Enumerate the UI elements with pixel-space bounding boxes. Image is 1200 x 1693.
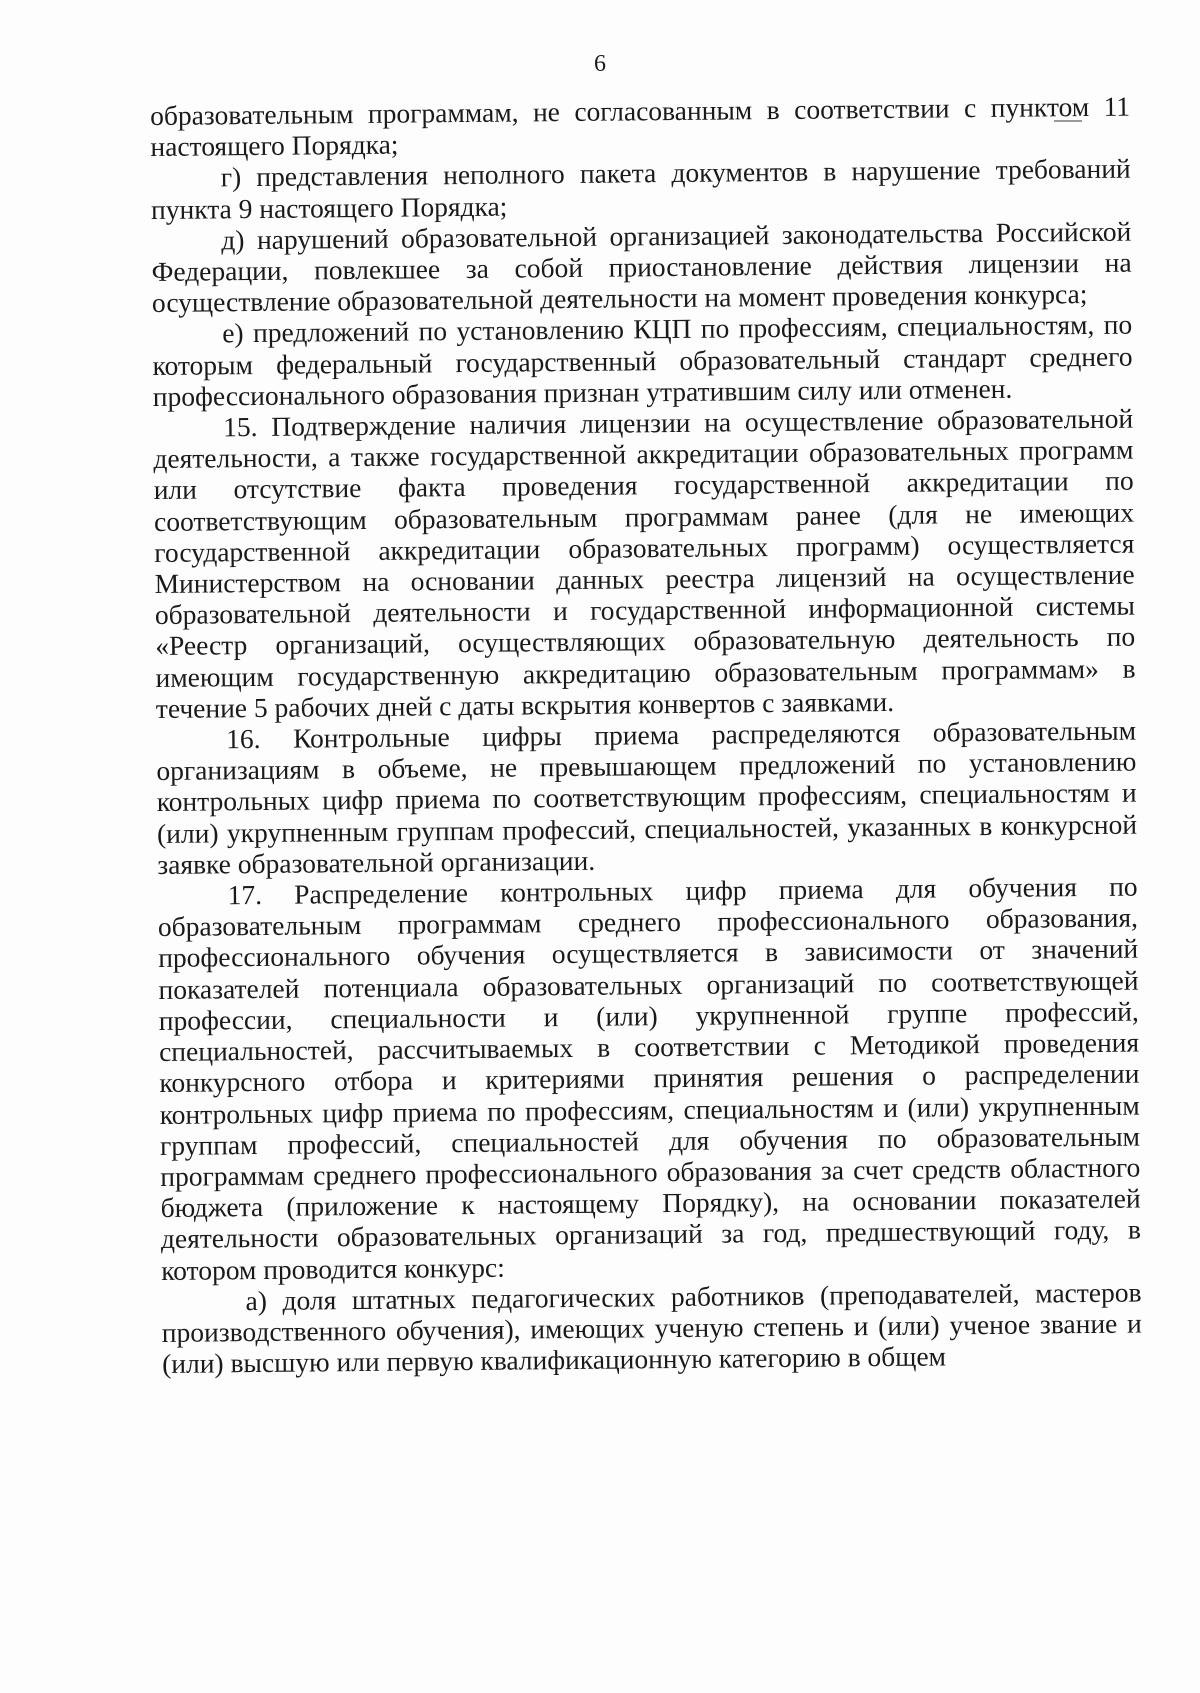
paragraph-continuation: образовательным программам, не согласованным в соответствии с пунктом 11 настоящего Порядка; [150, 90, 1131, 163]
paragraph-15: 15. Подтверждение наличия лицензии на осуществление образовательной деятельности, а также государственной аккредитации образовательных программ или отсутствие факта проведения государственной аккредитации по соответствующим образовательным программам ранее (для не имеющих государственной аккредитации образовательных программ) осуществляется Министерством на основании данных реестра лицензий на осуществление образовательной деятельности и государственной информационной системы «Реестр организаций, осуществляющих образовательную деятельность по имеющим государственную аккредитацию образовательным программам» в течение 5 рабочих дней с даты вскрытия конвертов с заявками. [153, 402, 1136, 724]
list-item-g: г) представления неполного пакета документов в нарушение требований пункта 9 настоящего Порядка; [150, 152, 1131, 225]
paragraph-17: 17. Распределение контрольных цифр приема для обучения по образовательным программам среднего профессионального образования, профессионального обучения осуществляется в зависимости от значений показателей потенциала образовательных организаций по соответствующей профессии, специальности и (или) укрупненной группе профессий, специальностей, рассчитываемых в соответствии с Методикой проведения конкурсного отбора и критериями принятия решения о распределении контрольных цифр приема по профессиям, специальностям и (или) укрупненным группам профессий, специальностей для обучения по образовательным программам среднего профессионального образования за счет средств областного бюджета (приложение к настоящему Порядку), на основании показателей деятельности образовательных организаций за год, предшествующий году, в котором проводится конкурс: [157, 870, 1142, 1286]
page-number: 6 [594, 51, 606, 77]
paragraph-16: 16. Контрольные цифры приема распределяются образовательным организациям в объеме, не превышающем предложений по установлению контрольных цифр приема по соответствующим профессиям, специальностям и (или) укрупненным группам профессий, специальностей, указанных в конкурсной заявке образовательной организации. [156, 714, 1138, 880]
list-item-a: а) доля штатных педагогических работников (преподавателей, мастеров производственного обучения), имеющих ученую степень и (или) ученое звание и (или) высшую или первую квалификационную категорию в общем [161, 1276, 1142, 1380]
document-body [150, 91, 1142, 1380]
list-item-e: е) предложений по установлению КЦП по профессиям, специальностям, по которым федеральный государственный образовательный стандарт среднего профессионального образования признан утратившим силу или отменен. [152, 309, 1133, 412]
list-item-d: д) нарушений образовательной организацией законодательства Российской Федерации, повлекшее за собой приостановление действия лицензии на осуществление образовательной деятельности на момент проведения конкурса; [151, 215, 1132, 319]
